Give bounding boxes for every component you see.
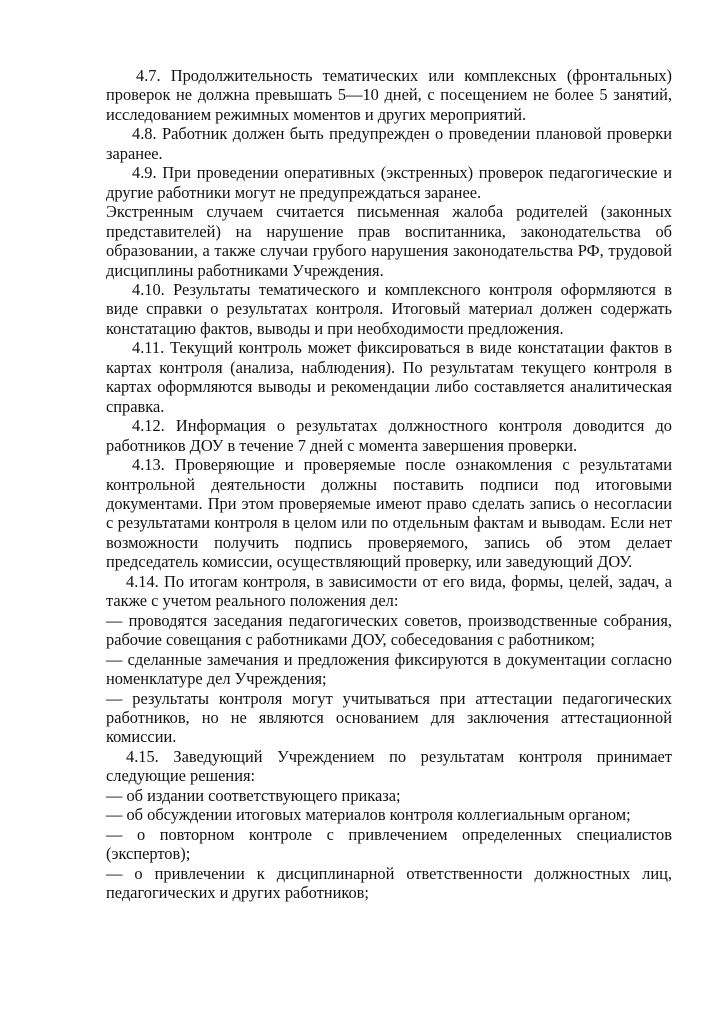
list-item-order: — об издании соответствующего приказа;	[106, 785, 401, 805]
paragraph-4-15: 4.15. Заведующий Учреждением по результатам контроля принимает следующие решения:	[106, 746, 672, 786]
list-item-attestation: — результаты контроля могут учитываться при аттестации педагогических работников, но не являются основанием для заключения аттестационной комиссии.	[106, 688, 672, 747]
paragraph-emergency-case: Экстренным случаем считается письменная жалоба родителей (законных представителей) на нарушение прав воспитанника, законодательства об образовании, а также случаи грубого нарушения законодательства РФ, трудовой дисциплины работниками Учреждения.	[106, 202, 672, 280]
paragraph-4-9: 4.9. При проведении оперативных (экстренных) проверок педагогические и другие работники могут не предупреждаться заранее.	[106, 163, 672, 202]
list-item-discussion: — об обсуждении итоговых материалов контроля коллегиальным органом;	[106, 805, 631, 825]
paragraph-4-12: 4.12. Информация о результатах должностного контроля доводится до работников ДОУ в течение 7 дней с момента завершения проверки.	[106, 416, 672, 455]
paragraph-4-11: 4.11. Текущий контроль может фиксироваться в виде констатации фактов в картах контроля (анализа, наблюдения). По результатам текущего контроля в картах оформляются выводы и рекомендации либо составляется аналитическая справка.	[106, 338, 672, 416]
list-item-disciplinary: — о привлечении к дисциплинарной ответственности должностных лиц, педагогических и других работников;	[106, 863, 672, 903]
paragraph-4-10: 4.10. Результаты тематического и комплексного контроля оформляются в виде справки о результатах контроля. Итоговый материал должен содержать констатацию фактов, выводы и при необходимости предложения.	[106, 279, 672, 338]
list-item-remarks: — сделанные замечания и предложения фиксируются в документации согласно номенклатуре дел Учреждения;	[106, 649, 672, 689]
list-item-repeat-control: — о повторном контроле с привлечением определенных специалистов (экспертов);	[106, 824, 672, 864]
paragraph-4-7: 4.7. Продолжительность тематических или комплексных (фронтальных) проверок не должна превышать 5—10 дней, с посещением не более 5 занятий, исследованием режимных моментов и других мероприятий.	[106, 66, 672, 124]
paragraph-4-13: 4.13. Проверяющие и проверяемые после ознакомления с результатами контрольной деятельности должны поставить подписи под итоговыми документами. При этом проверяемые имеют право сделать запись о несогласии с результатами контроля в целом или по отдельным фактам и выводам. Если нет возможности получить подпись проверяемого, запись об этом делает председатель комиссии, осуществляющий проверку, или заведующий ДОУ.	[106, 455, 672, 572]
paragraph-4-14: 4.14. По итогам контроля, в зависимости от его вида, формы, целей, задач, а также с учетом реального положения дел:	[106, 571, 672, 611]
document-body	[106, 66, 672, 902]
list-item-meetings: — проводятся заседания педагогических советов, производственные собрания, рабочие совещания с работниками ДОУ, собеседования с работником;	[106, 610, 672, 650]
paragraph-4-8: 4.8. Работник должен быть предупрежден о проведении плановой проверки заранее.	[106, 124, 672, 163]
